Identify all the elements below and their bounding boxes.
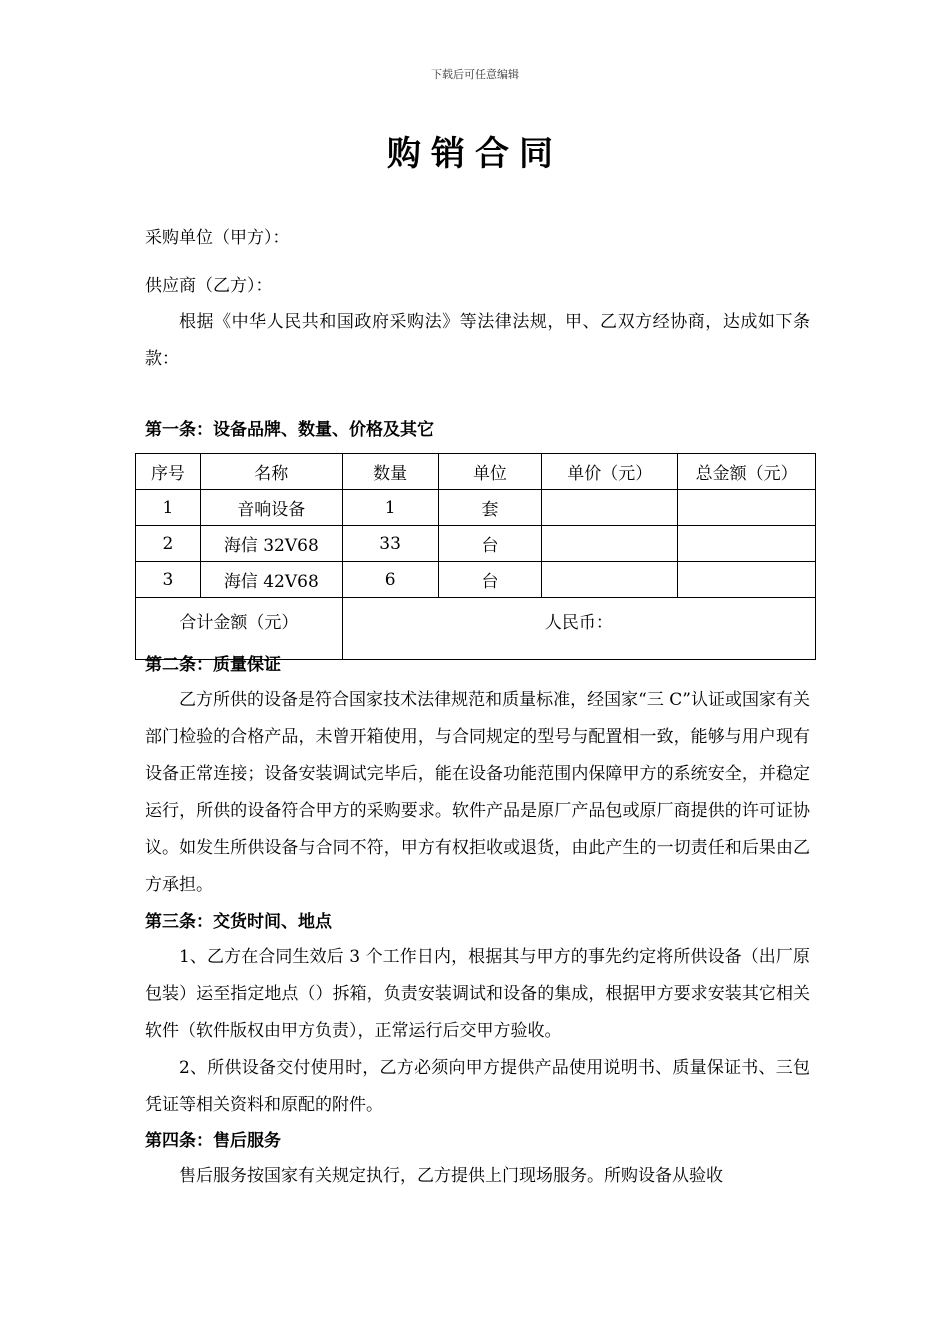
- cell-name: 音响设备: [200, 490, 342, 526]
- cell-index: 1: [136, 490, 201, 526]
- cell-unit: 台: [438, 562, 542, 598]
- header-name: 名称: [200, 454, 342, 490]
- header-unit: 单位: [438, 454, 542, 490]
- cell-total-amount: [678, 490, 816, 526]
- cell-unit: 台: [438, 526, 542, 562]
- buyer-label: 采购单位（甲方）：: [145, 228, 290, 248]
- section2-heading: 第二条：质量保证: [145, 655, 281, 675]
- section4-heading: 第四条：售后服务: [145, 1131, 281, 1151]
- cell-index: 3: [136, 562, 201, 598]
- section3-item-2: 2、所供设备交付使用时，乙方必须向甲方提供产品使用说明书、质量保证书、三包凭证等相关资料和原配的附件。: [145, 1058, 810, 1115]
- section3-heading: 第三条：交货时间、地点: [145, 912, 332, 932]
- header-index: 序号: [136, 454, 201, 490]
- cell-quantity: 1: [342, 490, 438, 526]
- supplier-label: 供应商（乙方）：: [145, 276, 273, 296]
- header-total-amount: 总金额（元）: [678, 454, 816, 490]
- section3-item-1: 1、乙方在合同生效后 3 个工作日内，根据其与甲方的事先约定将所供设备（出厂原包装）运至指定地点（）拆箱，负责安装调试和设备的集成，根据甲方要求安装其它相关软件（软件版权由甲方负责），正常运行后交甲方验收。: [145, 947, 810, 1041]
- table-row: [136, 562, 816, 598]
- cell-index: 2: [136, 526, 201, 562]
- cell-name: 海信 32V68: [200, 526, 342, 562]
- table-header-row: [136, 454, 816, 490]
- section2-body: 乙方所供的设备是符合国家技术法律规范和质量标准，经国家“三 C”认证或国家有关部门检验的合格产品，未曾开箱使用，与合同规定的型号与配置相一致，能够与用户现有设备正常连接；设备安装调试完毕后，能在设备功能范围内保障甲方的系统安全，并稳定运行，所供的设备符合甲方的采购要求。软件产品是原厂产品包或原厂商提供的许可证协议。如发生所供设备与合同不符，甲方有权拒收或退货，由此产生的一切责任和后果由乙方承担。: [145, 690, 810, 895]
- total-value: 人民币：: [342, 598, 815, 660]
- intro-paragraph: 根据《中华人民共和国政府采购法》等法律法规，甲、乙双方经协商，达成如下条款：: [145, 312, 810, 369]
- header-note: 下载后可任意编辑: [431, 68, 519, 81]
- section1-heading: 第一条：设备品牌、数量、价格及其它: [145, 420, 434, 440]
- cell-name: 海信 42V68: [200, 562, 342, 598]
- cell-unit-price: [542, 562, 678, 598]
- cell-quantity: 33: [342, 526, 438, 562]
- cell-total-amount: [678, 526, 816, 562]
- section4-body: 售后服务按国家有关规定执行，乙方提供上门现场服务。所购设备从验收: [179, 1166, 723, 1186]
- cell-unit-price: [542, 490, 678, 526]
- page-title: 购销合同: [387, 134, 563, 174]
- cell-unit: 套: [438, 490, 542, 526]
- total-label: 合计金额（元）: [136, 598, 343, 660]
- table-row: [136, 490, 816, 526]
- cell-total-amount: [678, 562, 816, 598]
- cell-unit-price: [542, 526, 678, 562]
- header-unit-price: 单价（元）: [542, 454, 678, 490]
- table-row: [136, 526, 816, 562]
- items-table: [135, 453, 816, 660]
- header-quantity: 数量: [342, 454, 438, 490]
- cell-quantity: 6: [342, 562, 438, 598]
